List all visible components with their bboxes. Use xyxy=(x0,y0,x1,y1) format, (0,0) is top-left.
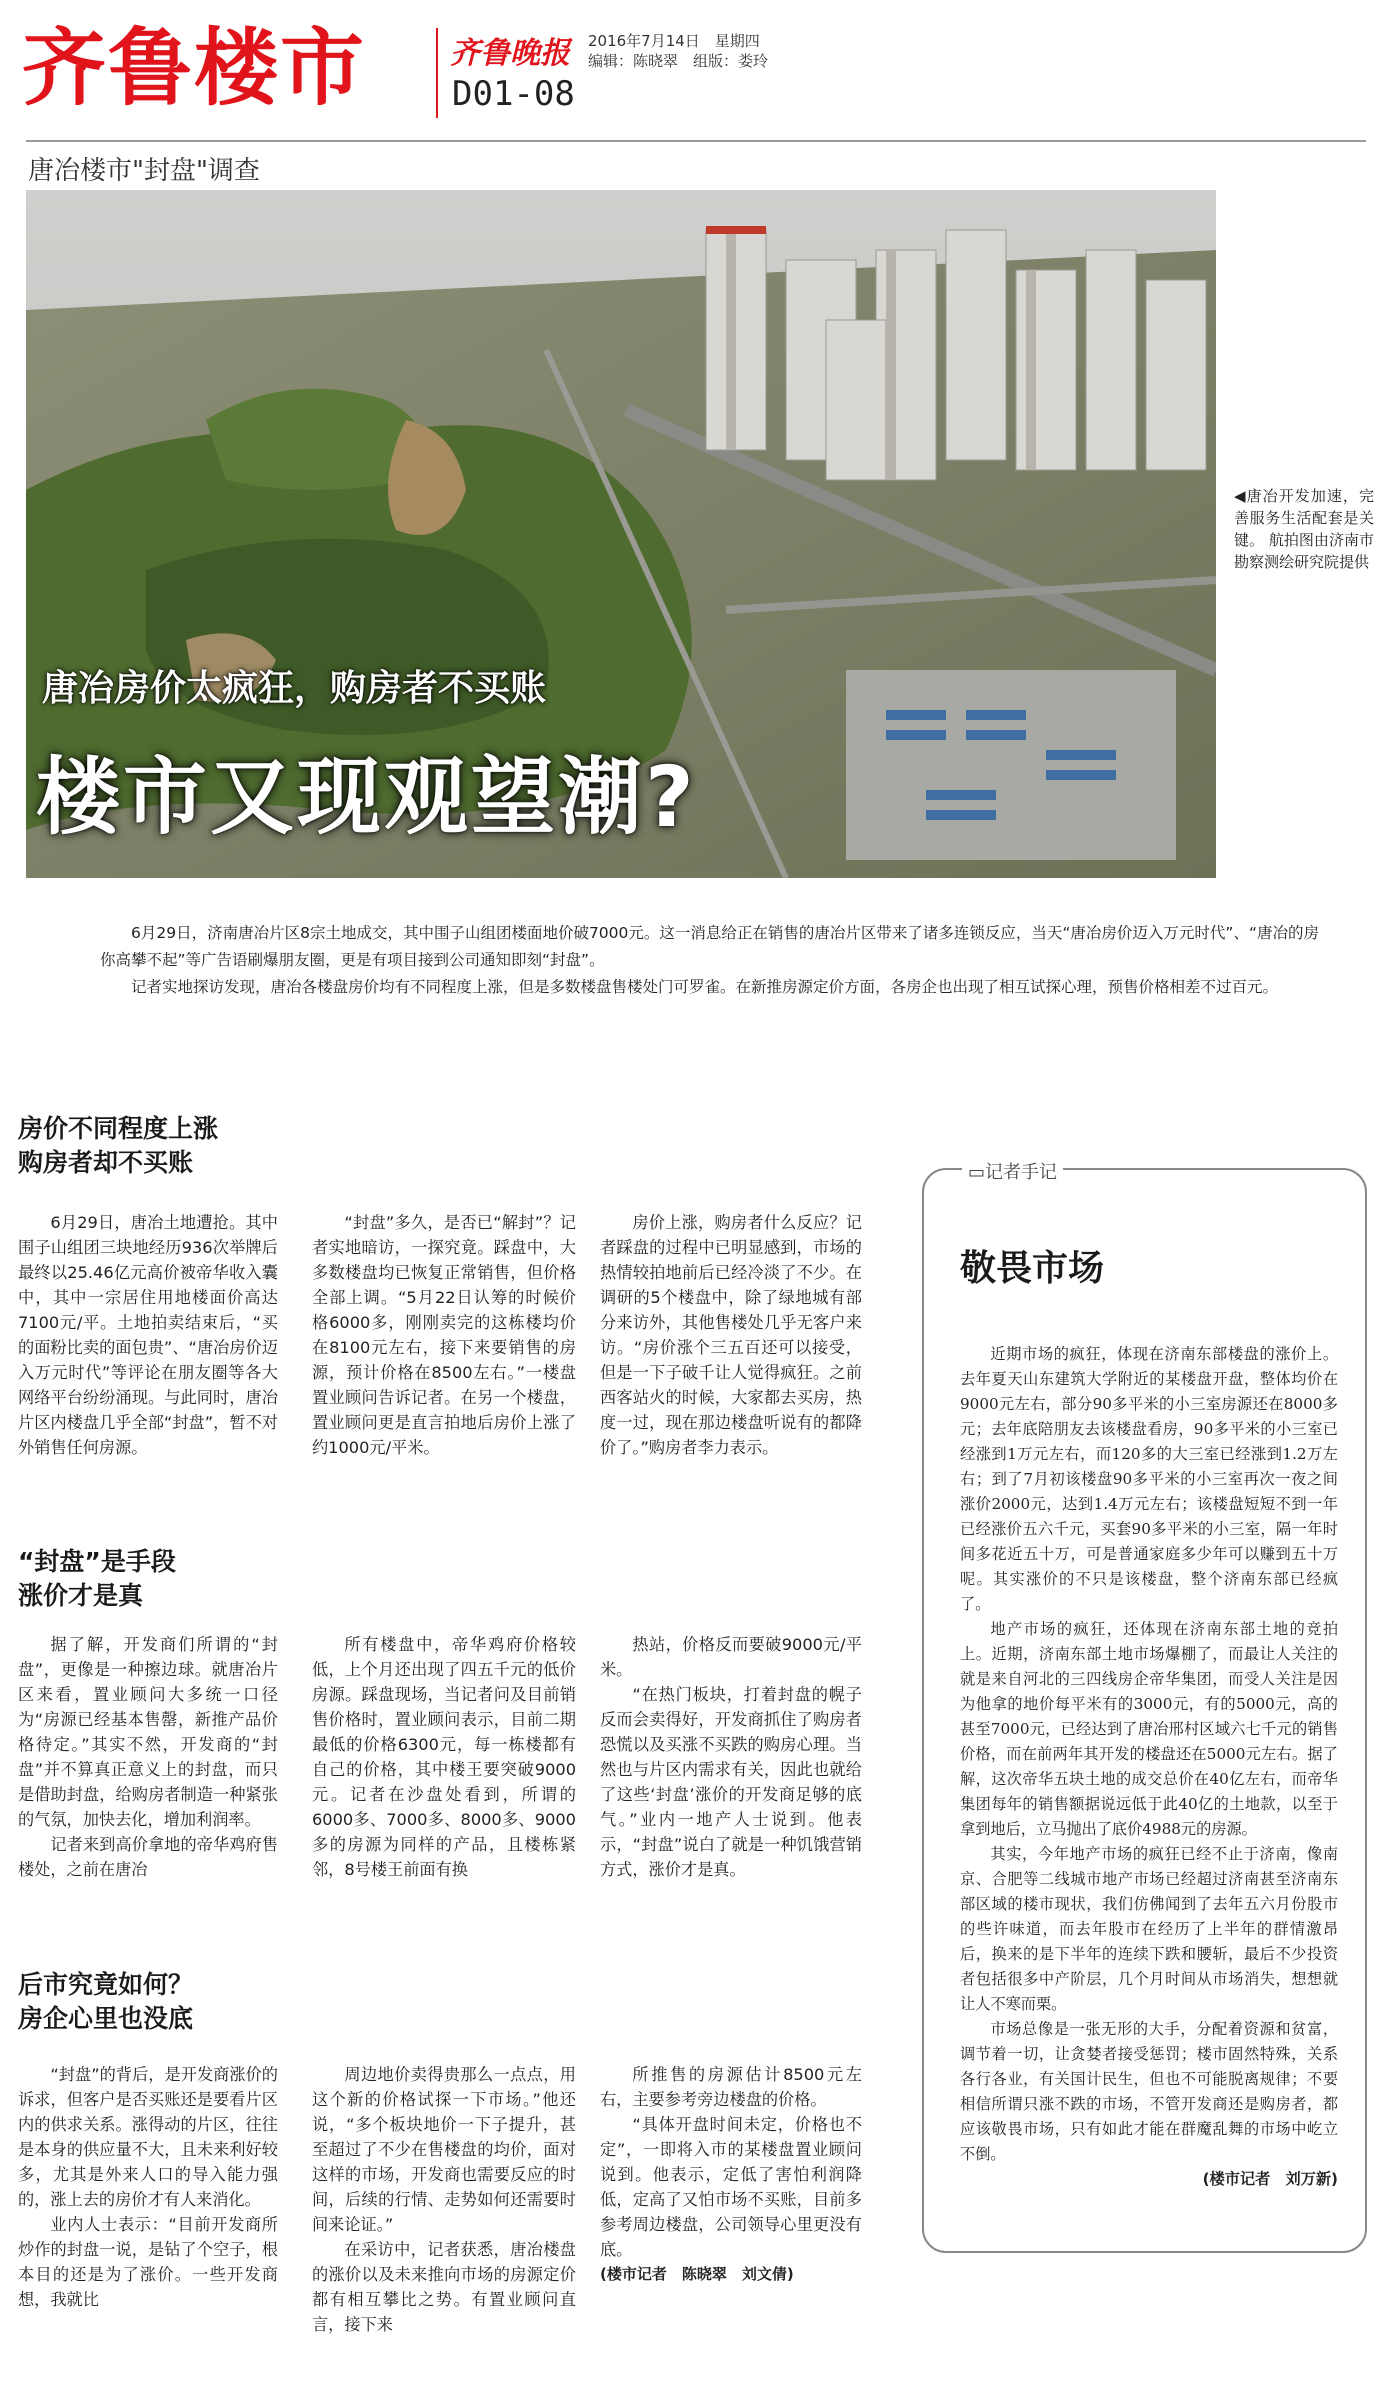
reporter-note-paragraph-4: 市场总像是一张无形的大手，分配着资源和贫富，调节着一切，让贪婪者接受惩罚；楼市固然特殊，关系各行各业，有关国计民生，但也不可能脱离规律；不要相信所谓只涨不跌的市场，不管开发商还是购房者，都应该敬畏市场，只有如此才能在群魔乱舞的市场中屹立不倒。 xyxy=(960,2020,1338,2163)
main-headline: 楼市又现观望潮? xyxy=(36,748,697,846)
article1-text-2: “封盘”多久，是否已“解封”？记者实地暗访，一探究竟。踩盘中，大多数楼盘均已恢复正常销售，但价格全部上调。“5月22日认筹的时候价格6000多，刚刚卖完的这栋楼均价在8100元左右，接下来要销售的房源，预计价格在8500左右。”一楼盘置业顾问告诉记者。在另一个楼盘，置业顾问更是直言拍地后房价上涨了约1000元/平米。 xyxy=(312,1213,576,1457)
article3-column-3 xyxy=(600,2062,862,2287)
article3-text-4: 在采访中，记者获悉，唐冶楼盘的涨价以及未来推向市场的房源定价都有相互攀比之势。有置业顾问直言，接下来 xyxy=(312,2240,576,2334)
article1-heading-line1: 房价不同程度上涨 xyxy=(18,1114,219,1143)
article1-heading-line2: 购房者却不买账 xyxy=(18,1148,194,1177)
reporter-note-body xyxy=(960,1342,1338,2192)
article3-text-2: 业内人士表示：“目前开发商所炒作的封盘一说，是钻了个空子，根本目的还是为了涨价。一些开发商想，我就比 xyxy=(18,2215,278,2309)
page-number: D01-08 xyxy=(452,74,575,114)
issue-date: 2016年7月14日 星期四 xyxy=(588,32,760,50)
reporter-note-title: 敬畏市场 xyxy=(960,1248,1105,1289)
lead-paragraph-2: 记者实地探访发现，唐冶各楼盘房价均有不同程度上涨，但是多数楼盘售楼处门可罗雀。在新推房源定价方面，各房企也出现了相互试探心理，预售价格相差不过百元。 xyxy=(131,978,1279,996)
newspaper-logo: 齐鲁晚报 xyxy=(450,36,570,71)
article1-column-2 xyxy=(312,1210,576,1460)
article1-heading xyxy=(18,1112,218,1180)
reporter-note-paragraph-3: 其实，今年地产市场的疯狂已经不止于济南，像南京、合肥等二线城市地产市场已经超过济南甚至济南东部区域的楼市现状，我们仿佛闻到了去年五六月份股市的些许味道，而去年股市在经历了上半年的群情激昂后，换来的是下半年的连续下跌和腰斩，最后不少投资者包括很多中产阶层，几个月时间从市场消失，想想就让人不寒而栗。 xyxy=(960,1845,1338,2013)
article1-column-3 xyxy=(600,1210,862,1460)
article2-column-2 xyxy=(312,1632,576,1882)
lead-paragraph-1: 6月29日，济南唐冶片区8宗土地成交，其中围子山组团楼面地价破7000元。这一消息给正在销售的唐冶片区带来了诸多连锁反应，当天“唐冶房价迈入万元时代”、“唐冶的房你高攀不起”等广告语刷爆朋友圈，更是有项目接到公司通知即刻“封盘”。 xyxy=(100,924,1319,969)
article2-column-1 xyxy=(18,1632,278,1882)
lead-paragraph xyxy=(100,920,1325,1001)
article3-text-5: 所推售的房源估计8500元左右，主要参考旁边楼盘的价格。 xyxy=(600,2065,862,2109)
article3-text-1: “封盘”的背后，是开发商涨价的诉求，但客户是否买账还是要看片区内的供求关系。涨得动的片区，往往是本身的供应量不大，且未来利好较多，尤其是外来人口的导入能力强的，涨上去的房价才有人来消化。 xyxy=(18,2065,278,2209)
article2-text-5: “在热门板块，打着封盘的幌子反而会卖得好，开发商抓住了购房者恐慌以及买涨不买跌的购房心理。当然也与片区内需求有关，因此也就给了这些‘封盘’涨价的开发商足够的底气。”业内一地产人士说到。他表示，“封盘”说白了就是一种饥饿营销方式，涨价才是真。 xyxy=(600,1685,862,1879)
issue-editors: 编辑：陈晓翠 组版：娄玲 xyxy=(588,52,769,70)
article3-heading xyxy=(18,1968,193,2036)
article2-text-4: 热站，价格反而要破9000元/平米。 xyxy=(600,1635,862,1679)
article2-text-2: 记者来到高价拿地的帝华鸡府售楼处，之前在唐冶 xyxy=(18,1835,278,1879)
article2-heading-line2: 涨价才是真 xyxy=(18,1581,144,1610)
article2-heading-line1: “封盘”是手段 xyxy=(18,1547,176,1576)
reporter-note-byline: (楼市记者 刘万新) xyxy=(1202,2170,1338,2188)
photo-subheadline: 唐冶房价太疯狂，购房者不买账 xyxy=(42,668,547,709)
section-divider xyxy=(26,140,1366,142)
article3-byline: (楼市记者 陈晓翠 刘文倩) xyxy=(600,2265,794,2283)
photo-caption: ◀唐冶开发加速，完善服务生活配套是关键。 航拍图由济南市勘察测绘研究院提供 xyxy=(1234,487,1374,571)
reporter-note-tag-label: 记者手记 xyxy=(985,1162,1058,1183)
article3-text-3: 周边地价卖得贵那么一点点，用这个新的价格试探一下市场。”他还说，“多个板块地价一下子提升，甚至超过了不少在售楼盘的均价，面对这样的市场，开发商也需要反应的时间，后续的行情、走势如何还需要时间来论证。” xyxy=(312,2065,576,2234)
article3-heading-line2: 房企心里也没底 xyxy=(18,2004,194,2033)
note-icon: ▭ xyxy=(968,1162,986,1183)
reporter-note-paragraph-2: 地产市场的疯狂，还体现在济南东部土地的竞拍上。近期，济南东部土地市场爆棚了，而最让人关注的就是来自河北的三四线房企帝华集团，而受人关注是因为他拿的地价每平米有的3000元，有的5000元，高的甚至7000元，已经达到了唐冶邢村区域六七千元的销售价格，而在前两年其开发的楼盘还在5000元左右。据了解，这次帝华五块土地的成交总价在40亿左右，而帝华集团每年的销售额据说远低于此40亿的土地款，以至于拿到地后，立马抛出了底价4988元的房源。 xyxy=(960,1620,1338,1838)
article1-text-3: 房价上涨，购房者什么反应？记者踩盘的过程中已明显感到，市场的热情较拍地前后已经冷淡了不少。在调研的5个楼盘中，除了绿地城有部分来访外，其他售楼处几乎无客户来访。“房价涨个三五百还可以接受，但是一下子破千让人觉得疯狂。之前西客站火的时候，大家都去买房，热度一过，现在那边楼盘听说有的都降价了。”购房者李力表示。 xyxy=(600,1213,862,1457)
article1-column-1 xyxy=(18,1210,278,1460)
article2-text-3: 所有楼盘中，帝华鸡府价格较低，上个月还出现了四五千元的低价房源。踩盘现场，当记者问及目前销售价格时，置业顾问表示，目前二期最低的价格6300元，每一栋楼都有自己的价格，其中楼王要突破9000元。记者在沙盘处看到，所谓的6000多、7000多、8000多、9000多的房源为同样的产品，且楼栋紧邻，8号楼王前面有换 xyxy=(312,1635,576,1879)
article2-heading xyxy=(18,1545,176,1613)
masthead-divider xyxy=(436,28,438,118)
article3-column-1 xyxy=(18,2062,278,2312)
article1-text-1: 6月29日，唐冶土地遭抢。其中围子山组团三块地经历936次举牌后最终以25.46亿元高价被帝华收入囊中，其中一宗居住用地楼面价高达7100元/平。土地拍卖结束后，“买的面粉比卖的面包贵”、“唐冶房价迈入万元时代”等评论在朋友圈等各大网络平台纷纷涌现。与此同时，唐冶片区内楼盘几乎全部“封盘”，暂不对外销售任何房源。 xyxy=(18,1213,278,1457)
reporter-note-paragraph-1: 近期市场的疯狂，体现在济南东部楼盘的涨价上。去年夏天山东建筑大学附近的某楼盘开盘，整体均价在9000元左右，部分90多平米的小三室房源还在8000多元；去年底陪朋友去该楼盘看房，90多平米的小三室已经涨到1万元左右，而120多的大三室已经涨到1.2万左右；到了7月初该楼盘90多平米的小三室再次一夜之间涨价2000元，达到1.4万元左右；该楼盘短短不到一年已经涨价五六千元，买套90多平米的小三室，隔一年时间多花近五十万，可是普通家庭多少年可以赚到五十万呢。其实涨价的不只是该楼盘，整个济南东部已经疯了。 xyxy=(960,1345,1338,1613)
article2-text-1: 据了解，开发商们所谓的“封盘”，更像是一种擦边球。就唐冶片区来看，置业顾问大多统一口径为“房源已经基本售罄，新推产品价格待定。”其实不然，开发商的“封盘”并不算真正意义上的封盘，而只是借助封盘，给购房者制造一种紧张的气氛，加快去化，增加利润率。 xyxy=(18,1635,278,1829)
section-label: 唐冶楼市"封盘"调查 xyxy=(28,156,260,186)
reporter-note-tag xyxy=(962,1158,1063,1184)
article3-heading-line1: 后市究竟如何？ xyxy=(18,1970,194,1999)
article2-column-3 xyxy=(600,1632,862,1882)
masthead-title: 齐鲁楼市 xyxy=(22,19,367,117)
article3-column-2 xyxy=(312,2062,576,2337)
article3-text-6: “具体开盘时间未定，价格也不定”，一即将入市的某楼盘置业顾问说到。他表示，定低了害怕利润降低，定高了又怕市场不买账，目前多参考周边楼盘，公司领导心里更没有底。 xyxy=(600,2115,862,2259)
